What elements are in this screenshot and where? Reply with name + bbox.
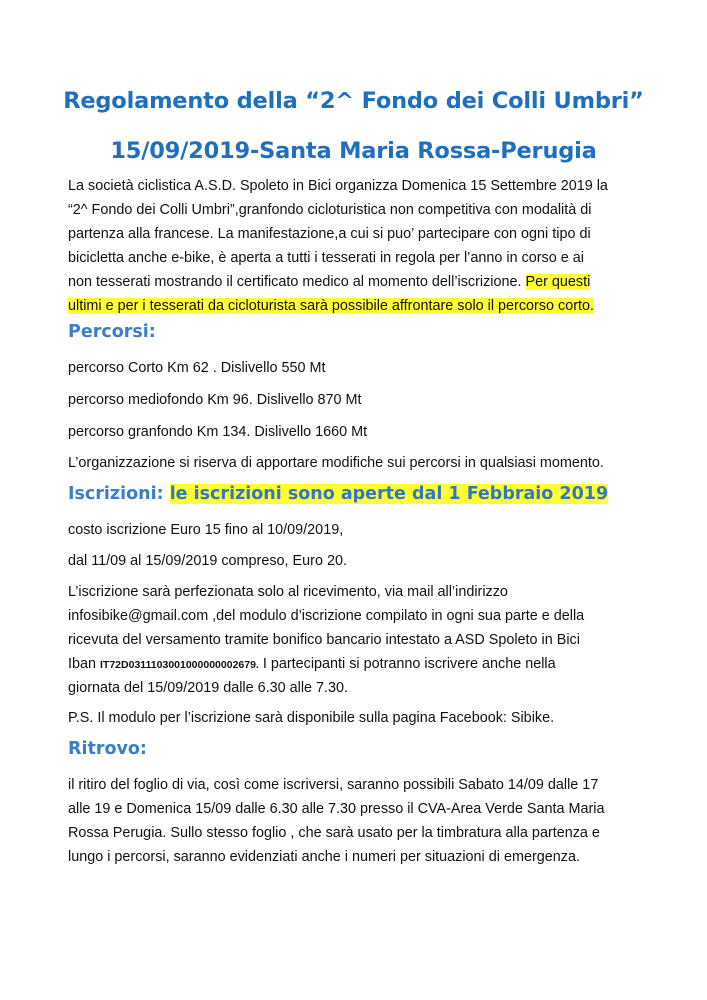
iscrizioni-para-line-3: ricevuta del versamento tramite bonifico bancario intestato a ASD Spoleto in Bici bbox=[68, 632, 580, 648]
iscrizioni-ps: P.S. Il modulo per l’iscrizione sarà disponibile sulla pagina Facebook: Sibike. bbox=[68, 710, 555, 726]
iscrizioni-para-line-4-text: I partecipanti si potranno iscrivere anche nella bbox=[258, 656, 556, 672]
intro-line-5 bbox=[68, 274, 590, 290]
document-title: Regolamento della “2^ Fondo dei Colli Umbri” bbox=[63, 88, 644, 114]
intro-line-5-text: non tesserati mostrando il certificato medico al momento dell’iscrizione. bbox=[68, 274, 522, 290]
iscrizioni-para-line-1: L’iscrizione sarà perfezionata solo al ricevimento, via mail all’indirizzo bbox=[68, 584, 508, 600]
intro-line-1: La società ciclistica A.S.D. Spoleto in Bici organizza Domenica 15 Settembre 2019 la bbox=[68, 178, 608, 194]
intro-line-3: partenza alla francese. La manifestazione,a cui si puo’ partecipare con ogni tipo di bbox=[68, 226, 591, 242]
iban-label: Iban bbox=[68, 656, 97, 672]
iscrizioni-cost-2: dal 11/09 al 15/09/2019 compreso, Euro 20. bbox=[68, 553, 347, 569]
iscrizioni-heading-row bbox=[68, 484, 608, 504]
intro-highlight-end: ultimi e per i tesserati da cicloturista sarà possibile affrontare solo il percorso corto. bbox=[68, 298, 595, 314]
ritrovo-line-2: alle 19 e Domenica 15/09 dalle 6.30 alle 7.30 presso il CVA-Area Verde Santa Maria bbox=[68, 801, 605, 817]
intro-line-4: bicicletta anche e-bike, è aperta a tutti i tesserati in regola per l’anno in corso e ai bbox=[68, 250, 584, 266]
intro-highlight-start: Per questi bbox=[525, 274, 591, 290]
iscrizioni-cost-1: costo iscrizione Euro 15 fino al 10/09/2019, bbox=[68, 522, 344, 538]
percorso-granfondo: percorso granfondo Km 134. Dislivello 1660 Mt bbox=[68, 424, 368, 440]
percorso-mediofondo: percorso mediofondo Km 96. Dislivello 870 Mt bbox=[68, 392, 362, 408]
ritrovo-line-3: Rossa Perugia. Sullo stesso foglio , che sarà usato per la timbratura alla partenza e bbox=[68, 825, 600, 841]
document-subtitle: 15/09/2019-Santa Maria Rossa-Perugia bbox=[110, 138, 597, 164]
iscrizioni-para-line-5: giornata del 15/09/2019 dalle 6.30 alle 7.30. bbox=[68, 680, 349, 696]
iscrizioni-open-date: le iscrizioni sono aperte dal 1 Febbraio 2019 bbox=[169, 484, 609, 504]
ritrovo-line-4: lungo i percorsi, saranno evidenziati anche i numeri per situazioni di emergenza. bbox=[68, 849, 580, 865]
intro-line-2: “2^ Fondo dei Colli Umbri”,granfondo cicloturistica non competitiva con modalità di bbox=[68, 202, 592, 218]
ritrovo-line-1: il ritiro del foglio di via, così come iscriversi, saranno possibili Sabato 14/09 dalle 17 bbox=[68, 777, 599, 793]
intro-line-6 bbox=[68, 298, 594, 314]
iban-code: IT72D0311103001000000002679. bbox=[100, 659, 259, 671]
ritrovo-heading: Ritrovo: bbox=[68, 739, 147, 759]
percorsi-note: L’organizzazione si riserva di apportare modifiche sui percorsi in qualsiasi momento. bbox=[68, 455, 604, 471]
iscrizioni-heading: Iscrizioni: bbox=[68, 484, 164, 504]
percorso-corto: percorso Corto Km 62 . Dislivello 550 Mt bbox=[68, 360, 326, 376]
iscrizioni-para-line-4 bbox=[68, 656, 556, 672]
iscrizioni-para-line-2: infosibike@gmail.com ,del modulo d’iscrizione compilato in ogni sua parte e della bbox=[68, 608, 585, 624]
percorsi-heading: Percorsi: bbox=[68, 322, 156, 342]
